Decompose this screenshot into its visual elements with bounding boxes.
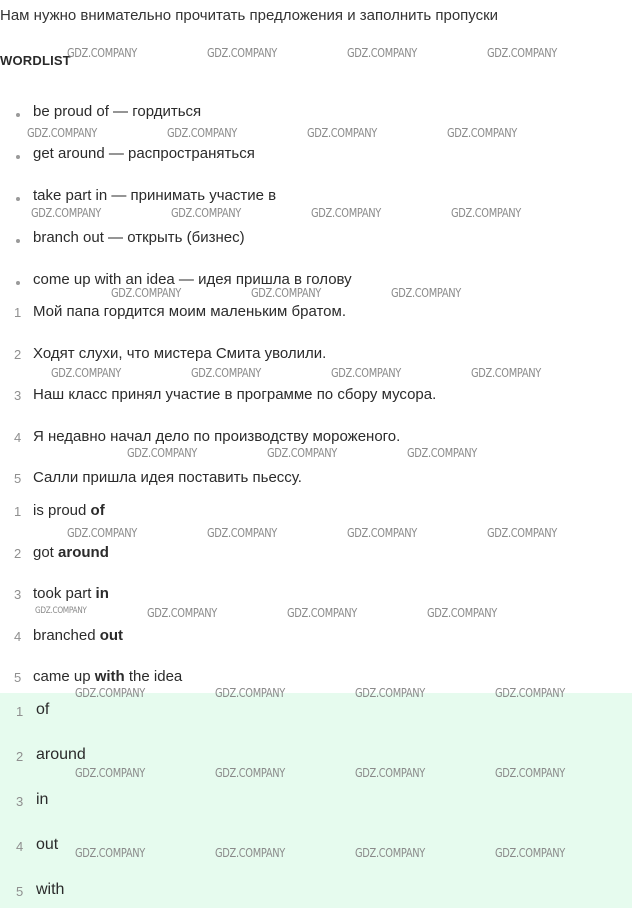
- watermark-text: GDZ.COMPANY: [287, 606, 357, 620]
- watermark-text: GDZ.COMPANY: [215, 846, 285, 860]
- watermark-text: GDZ.COMPANY: [215, 686, 285, 700]
- watermark-text: GDZ.COMPANY: [171, 206, 241, 220]
- watermark-text: GDZ.COMPANY: [35, 606, 87, 616]
- watermark-text: GDZ.COMPANY: [207, 46, 277, 60]
- watermark-text: GDZ.COMPANY: [447, 126, 517, 140]
- watermark-text: GDZ.COMPANY: [251, 286, 321, 300]
- watermark-text: GDZ.COMPANY: [495, 846, 565, 860]
- watermark-text: GDZ.COMPANY: [27, 126, 97, 140]
- bullet-icon: [16, 239, 20, 243]
- watermark-text: GDZ.COMPANY: [495, 686, 565, 700]
- answer-panel: [0, 693, 632, 908]
- intro-text: Нам нужно внимательно прочитать предложения и заполнить пропуски: [0, 7, 499, 24]
- watermark-text: GDZ.COMPANY: [267, 446, 337, 460]
- watermark-text: GDZ.COMPANY: [355, 766, 425, 780]
- watermark-text: GDZ.COMPANY: [127, 446, 197, 460]
- watermark-text: GDZ.COMPANY: [31, 206, 101, 220]
- watermark-text: GDZ.COMPANY: [355, 846, 425, 860]
- watermark-text: GDZ.COMPANY: [67, 526, 137, 540]
- watermark-text: GDZ.COMPANY: [355, 686, 425, 700]
- watermark-text: GDZ.COMPANY: [407, 446, 477, 460]
- watermark-text: GDZ.COMPANY: [75, 686, 145, 700]
- watermark-text: GDZ.COMPANY: [111, 286, 181, 300]
- watermark-text: GDZ.COMPANY: [451, 206, 521, 220]
- bullet-icon: [16, 281, 20, 285]
- watermark-text: GDZ.COMPANY: [427, 606, 497, 620]
- watermark-text: GDZ.COMPANY: [147, 606, 217, 620]
- watermark-text: GDZ.COMPANY: [391, 286, 461, 300]
- watermark-text: GDZ.COMPANY: [75, 846, 145, 860]
- watermark-text: GDZ.COMPANY: [471, 366, 541, 380]
- bullet-icon: [16, 197, 20, 201]
- wordlist-title: WORDLIST: [0, 53, 71, 68]
- watermark-text: GDZ.COMPANY: [191, 366, 261, 380]
- watermark-text: GDZ.COMPANY: [67, 46, 137, 60]
- watermark-text: GDZ.COMPANY: [167, 126, 237, 140]
- watermark-text: GDZ.COMPANY: [307, 126, 377, 140]
- watermark-text: GDZ.COMPANY: [51, 366, 121, 380]
- bullet-icon: [16, 155, 20, 159]
- bullet-icon: [16, 113, 20, 117]
- watermark-text: GDZ.COMPANY: [347, 46, 417, 60]
- watermark-text: GDZ.COMPANY: [311, 206, 381, 220]
- watermark-text: GDZ.COMPANY: [331, 366, 401, 380]
- watermark-text: GDZ.COMPANY: [347, 526, 417, 540]
- watermark-text: GDZ.COMPANY: [75, 766, 145, 780]
- watermark-text: GDZ.COMPANY: [487, 526, 557, 540]
- watermark-text: GDZ.COMPANY: [495, 766, 565, 780]
- watermark-text: GDZ.COMPANY: [207, 526, 277, 540]
- watermark-text: GDZ.COMPANY: [215, 766, 285, 780]
- watermark-text: GDZ.COMPANY: [487, 46, 557, 60]
